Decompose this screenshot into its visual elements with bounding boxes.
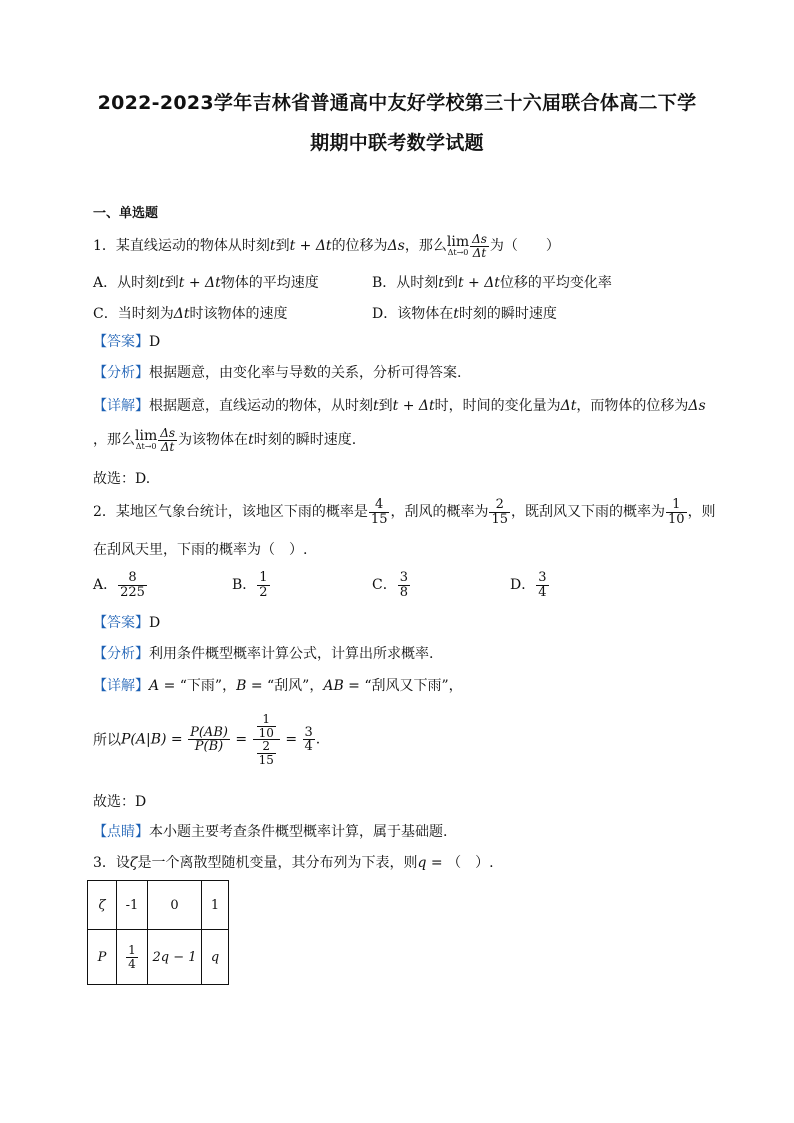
table-cell: 2q − 1 bbox=[148, 930, 202, 985]
q1-detail-line1: 【详解】根据题意，直线运动的物体，从时刻t到t + Δt时，时间的变化量为Δt，而物体的位移为Δs bbox=[93, 398, 706, 414]
fraction: $\frac{8}{225}$ bbox=[120, 570, 145, 600]
q3-stem: 3．设ζ是一个离散型随机变量，其分布列为下表，则q = （ ）. bbox=[93, 855, 494, 871]
table-cell: 1 bbox=[202, 881, 229, 930]
fraction: $\frac{1}{10}$ bbox=[258, 712, 274, 740]
fraction: $\frac{3}{8}$ bbox=[399, 570, 408, 600]
table-cell: P bbox=[88, 930, 117, 985]
q2-analysis: 【分析】利用条件概型概率计算公式，计算出所求概率. bbox=[93, 646, 434, 662]
fraction: $\frac{P(AB)}{P(B)}$ bbox=[190, 724, 228, 755]
q2-option-b: B． $\frac{1}{2}$ bbox=[232, 570, 268, 600]
q2-option-c: C． $\frac{3}{8}$ bbox=[372, 570, 408, 600]
q2-stem-line1: 2．某地区气象台统计，该地区下雨的概率是 $\frac{4}{15}$ ，刮风的概率为 $\frac{2}{15}$ ，既刮风又下雨的概率为 $\frac{1}{10}$ ，则 bbox=[93, 497, 716, 527]
q2-stem-line2: 在刮风天里，下雨的概率为（ ）. bbox=[93, 542, 308, 558]
fraction: $\frac{2}{15}$ bbox=[491, 497, 509, 527]
q1-stem: 1．某直线运动的物体从时刻t到t + Δt的位移为Δs，那么 lim Δt→0 $\frac{\Delta s}{\Delta t}$ 为（ ） bbox=[93, 232, 560, 260]
limit-expression: lim Δt→0 bbox=[135, 428, 158, 452]
table-cell: -1 bbox=[117, 881, 148, 930]
fraction: $\frac{2}{15}$ bbox=[258, 739, 274, 767]
q1-option-d: D．该物体在t时刻的瞬时速度 bbox=[372, 306, 557, 322]
q2-formula: 所以P(A|B) = $\frac{P(AB)}{P(B)}$ = $\frac{\frac{1}{10}}{\frac{2}{15}}$ = $\frac{3}{4}$ . bbox=[93, 712, 321, 767]
table-cell bbox=[117, 930, 148, 985]
table-cell: 0 bbox=[148, 881, 202, 930]
fraction: $\frac{3}{4}$ bbox=[538, 570, 547, 600]
q1-choose: 故选：D. bbox=[93, 471, 151, 487]
q3-number: 3． bbox=[93, 855, 116, 871]
q2-choose: 故选：D bbox=[93, 794, 147, 810]
q1-answer: 【答案】D bbox=[93, 334, 161, 350]
fraction: $\frac{1}{4}$ bbox=[128, 942, 136, 971]
table-row bbox=[88, 881, 229, 930]
limit-expression: lim Δt→0 bbox=[446, 234, 470, 258]
q1-option-a: A．从时刻t到t + Δt物体的平均速度 bbox=[93, 275, 319, 291]
q2-option-d: D． $\frac{3}{4}$ bbox=[510, 570, 547, 600]
q1-analysis: 【分析】根据题意，由变化率与导数的关系，分析可得答案. bbox=[93, 365, 462, 381]
document-title-line1: 2022-2023学年吉林省普通高中友好学校第三十六届联合体高二下学 bbox=[97, 92, 697, 114]
q1-detail-line2: ，那么 lim Δt→0 $\frac{\Delta s}{\Delta t}$ 为该物体在t时刻的瞬时速度. bbox=[93, 426, 357, 454]
q2-comment: 【点睛】本小题主要考查条件概型概率计算，属于基础题. bbox=[93, 824, 448, 840]
q2-answer: 【答案】D bbox=[93, 615, 161, 631]
table-cell: q bbox=[202, 930, 229, 985]
table-row bbox=[88, 930, 229, 985]
distribution-table bbox=[87, 880, 229, 985]
fraction: $\frac{1}{2}$ bbox=[259, 570, 268, 600]
section-heading: 一、单选题 bbox=[93, 206, 159, 221]
table-cell: ζ bbox=[88, 881, 117, 930]
fraction: $\frac{\Delta s}{\Delta t}$ bbox=[472, 232, 487, 260]
q1-number: 1． bbox=[93, 238, 116, 255]
fraction: $\frac{1}{10}$ bbox=[668, 497, 685, 527]
fraction: $\frac{4}{15}$ bbox=[370, 497, 388, 527]
q2-number: 2． bbox=[93, 504, 116, 521]
q2-option-a: A． $\frac{8}{225}$ bbox=[93, 570, 145, 600]
fraction: $\frac{3}{4}$ bbox=[304, 724, 313, 755]
q1-option-b: B．从时刻t到t + Δt位移的平均变化率 bbox=[372, 275, 612, 291]
q1-option-c: C．当时刻为Δt时该物体的速度 bbox=[93, 306, 288, 322]
fraction: $\frac{\Delta s}{\Delta t}$ bbox=[160, 426, 176, 454]
compound-fraction bbox=[253, 713, 280, 766]
q2-detail-line1: 【详解】A = “下雨”，B = “刮风”，AB = “刮风又下雨”， bbox=[93, 678, 463, 694]
document-title-line2: 期期中联考数学试题 bbox=[310, 132, 484, 154]
